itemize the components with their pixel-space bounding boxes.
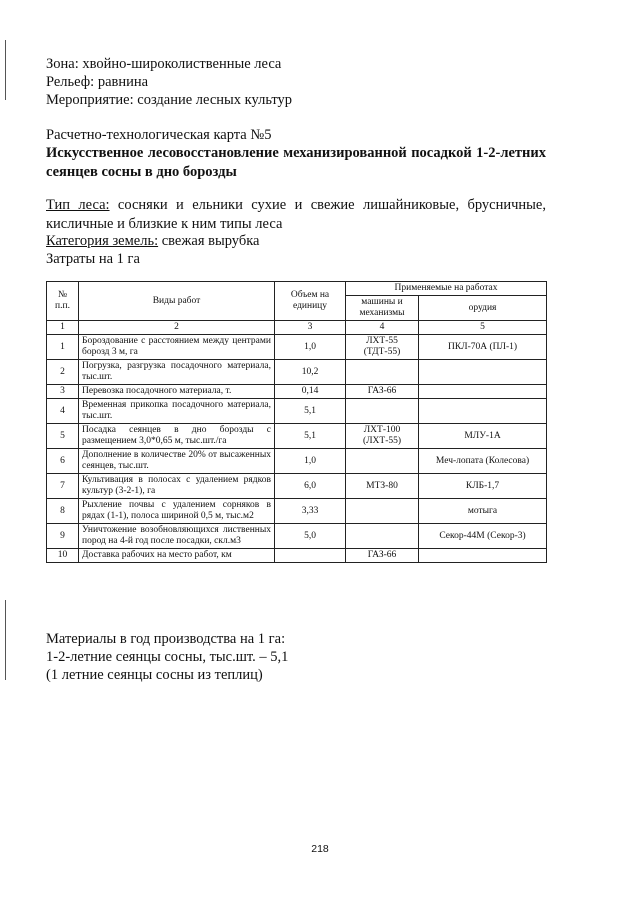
row-volume: 1,0: [275, 449, 346, 474]
row-work: Уничтожение возобновляющихся лиственных пород на 4-й год после посадки, скл.м3: [79, 524, 275, 549]
row-tools: Меч-лопата (Колесова): [419, 449, 547, 474]
header-applied: Применяемые на работах: [346, 282, 547, 296]
row-work: Дополнение в количестве 20% от высаженных сеянцев, тыс.шт.: [79, 449, 275, 474]
header-volume: Объем на единицу: [275, 282, 346, 321]
row-number: 10: [47, 549, 79, 563]
row-tools: [419, 385, 547, 399]
col-number: 2: [79, 321, 275, 335]
row-machines: ГАЗ-66: [346, 385, 419, 399]
row-volume: 3,33: [275, 499, 346, 524]
forest-type-label: Тип леса:: [46, 197, 110, 213]
measure-line: Мероприятие: создание лесных культур: [46, 92, 293, 108]
zone-line: Зона: хвойно-широколиственные леса: [46, 56, 282, 72]
row-number: 8: [47, 499, 79, 524]
row-number: 9: [47, 524, 79, 549]
row-work: Рыхление почвы с удалением сорняков в рядах (1-1), полоса шириной 0,5 м, тыс.м2: [79, 499, 275, 524]
row-machines: МТЗ-80: [346, 474, 419, 499]
row-machines: ЛХТ-100 (ЛХТ-55): [346, 424, 419, 449]
row-tools: МЛУ-1А: [419, 424, 547, 449]
row-work: Посадка сеянцев в дно борозды с размещением 3,0*0,65 м, тыс.шт./га: [79, 424, 275, 449]
land-category-text: свежая вырубка: [158, 233, 260, 249]
table-row: [47, 335, 547, 360]
row-machines: [346, 499, 419, 524]
col-number: 5: [419, 321, 547, 335]
row-tools: [419, 549, 547, 563]
forest-type: [46, 196, 546, 234]
row-volume: 6,0: [275, 474, 346, 499]
table-row: [47, 385, 547, 399]
page-number: 218: [311, 843, 329, 855]
row-number: 6: [47, 449, 79, 474]
table-row: [47, 399, 547, 424]
table-row: [47, 524, 547, 549]
row-tools: [419, 360, 547, 385]
costs-table: [46, 281, 547, 563]
row-work: Доставка рабочих на место работ, км: [79, 549, 275, 563]
row-tools: [419, 399, 547, 424]
row-number: 1: [47, 335, 79, 360]
row-number: 3: [47, 385, 79, 399]
row-machines: [346, 360, 419, 385]
row-volume: [275, 549, 346, 563]
header-tools: орудия: [419, 296, 547, 321]
materials-line-2: (1 летние сеянцы сосны из теплиц): [46, 667, 263, 683]
row-number: 7: [47, 474, 79, 499]
header-machines: машины и механизмы: [346, 296, 419, 321]
row-work: Перевозка посадочного материала, т.: [79, 385, 275, 399]
header-num: № п.п.: [47, 282, 79, 321]
table-row: [47, 549, 547, 563]
relief-line: Рельеф: равнина: [46, 74, 149, 90]
row-volume: 0,14: [275, 385, 346, 399]
card-title: [46, 126, 271, 144]
row-tools: Секор-44М (Секор-3): [419, 524, 547, 549]
costs-label: Затраты на 1 га: [46, 251, 140, 267]
col-number: 3: [275, 321, 346, 335]
row-machines: [346, 449, 419, 474]
row-tools: ПКЛ-70А (ПЛ-1): [419, 335, 547, 360]
row-tools: мотыга: [419, 499, 547, 524]
materials-title: Материалы в год производства на 1 га:: [46, 631, 286, 647]
row-machines: [346, 399, 419, 424]
row-volume: 5,1: [275, 424, 346, 449]
col-number: 4: [346, 321, 419, 335]
table-row: [47, 499, 547, 524]
land-category-label: Категория земель:: [46, 233, 159, 249]
header-work: Виды работ: [79, 282, 275, 321]
row-volume: 5,0: [275, 524, 346, 549]
row-machines: ГАЗ-66: [346, 549, 419, 563]
row-machines: ЛХТ-55 (ТДТ-55): [346, 335, 419, 360]
row-volume: 5,1: [275, 399, 346, 424]
row-number: 4: [47, 399, 79, 424]
margin-mark: [5, 600, 6, 680]
row-number: 5: [47, 424, 79, 449]
row-volume: 1,0: [275, 335, 346, 360]
col-number: 1: [47, 321, 79, 335]
row-work: Погрузка, разгрузка посадочного материала, тыс.шт.: [79, 360, 275, 385]
row-work: Бороздование с расстоянием между центрами борозд 3 м, га: [79, 335, 275, 360]
row-work: Временная прикопка посадочного материала, тыс.шт.: [79, 399, 275, 424]
card-heading: Искусственное лесовосстановление механизированной посадкой 1-2-летних сеянцев сосны в дно борозды: [46, 145, 546, 180]
table-row: [47, 360, 547, 385]
row-volume: 10,2: [275, 360, 346, 385]
materials-line-1: 1-2-летние сеянцы сосны, тыс.шт. – 5,1: [46, 649, 289, 665]
forest-type-text: сосняки и ельники сухие и свежие лишайниковые, брусничные, кисличные и близкие к ним типы леса: [46, 197, 546, 232]
row-tools: КЛБ-1,7: [419, 474, 547, 499]
card-title-text: Расчетно-технологическая карта №5: [46, 127, 272, 143]
row-work: Культивация в полосах с удалением рядков культур (3-2-1), га: [79, 474, 275, 499]
table-row: [47, 474, 547, 499]
row-machines: [346, 524, 419, 549]
land-category: [46, 232, 259, 250]
row-number: 2: [47, 360, 79, 385]
margin-mark: [5, 40, 6, 100]
table-row: [47, 449, 547, 474]
table-row: [47, 424, 547, 449]
